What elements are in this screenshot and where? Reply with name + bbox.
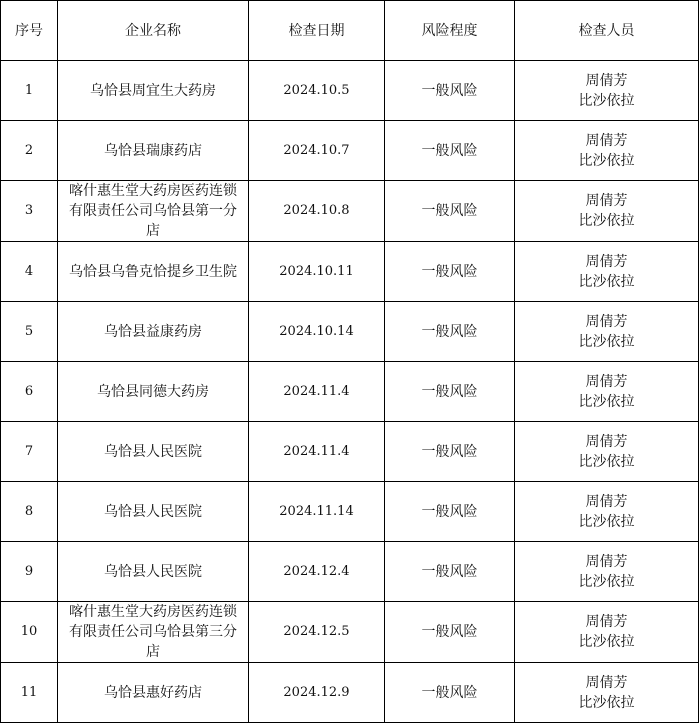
table-row [1, 422, 699, 482]
inspector-name: 周倩芳 [585, 253, 628, 270]
inspector-name: 周倩芳 [585, 674, 628, 691]
cell-serial-number: 10 [1, 602, 58, 663]
header-risk-level: 风险程度 [385, 1, 515, 61]
cell-risk-level: 一般风险 [385, 302, 515, 362]
table-row [1, 181, 699, 242]
inspector-name: 周倩芳 [585, 493, 628, 510]
cell-inspection-date: 2024.12.5 [249, 602, 385, 663]
cell-risk-level: 一般风险 [385, 242, 515, 302]
cell-inspection-date: 2024.12.9 [249, 663, 385, 723]
inspector-name: 比沙依拉 [578, 213, 635, 229]
cell-serial-number: 1 [1, 61, 58, 121]
cell-inspectors [515, 242, 699, 302]
inspector-name: 比沙依拉 [578, 634, 635, 650]
cell-risk-level: 一般风险 [385, 422, 515, 482]
inspector-name: 比沙依拉 [578, 453, 635, 470]
cell-serial-number: 4 [1, 242, 58, 302]
cell-inspectors [515, 362, 699, 422]
cell-risk-level: 一般风险 [385, 181, 515, 242]
inspector-name: 周倩芳 [585, 313, 628, 330]
cell-serial-number: 8 [1, 482, 58, 542]
inspector-name: 周倩芳 [585, 373, 628, 390]
header-inspectors: 检查人员 [515, 1, 699, 61]
table-row [1, 302, 699, 362]
inspector-name: 比沙依拉 [578, 573, 635, 590]
table-row [1, 602, 699, 663]
table-row [1, 61, 699, 121]
cell-inspectors [515, 181, 699, 242]
table-row [1, 242, 699, 302]
cell-inspection-date: 2024.10.8 [249, 181, 385, 242]
cell-enterprise-name: 乌恰县同德大药房 [58, 362, 249, 422]
cell-inspection-date: 2024.11.4 [249, 422, 385, 482]
cell-enterprise-name: 乌恰县周宜生大药房 [58, 61, 249, 121]
header-enterprise-name: 企业名称 [58, 1, 249, 61]
cell-inspection-date: 2024.10.5 [249, 61, 385, 121]
cell-inspectors [515, 663, 699, 723]
inspector-name: 周倩芳 [585, 193, 628, 209]
table-row [1, 542, 699, 602]
cell-inspection-date: 2024.10.11 [249, 242, 385, 302]
inspector-name: 周倩芳 [585, 132, 628, 149]
inspector-name: 比沙依拉 [578, 92, 635, 109]
cell-enterprise-name: 喀什惠生堂大药房医药连锁有限责任公司乌恰县第三分店 [58, 602, 249, 663]
table-row [1, 663, 699, 723]
inspector-name: 周倩芳 [585, 553, 628, 570]
cell-risk-level: 一般风险 [385, 61, 515, 121]
cell-inspection-date: 2024.10.14 [249, 302, 385, 362]
table-row [1, 482, 699, 542]
cell-enterprise-name: 喀什惠生堂大药房医药连锁有限责任公司乌恰县第一分店 [58, 181, 249, 242]
cell-inspectors [515, 422, 699, 482]
cell-enterprise-name: 乌恰县乌鲁克恰提乡卫生院 [58, 242, 249, 302]
cell-inspection-date: 2024.11.4 [249, 362, 385, 422]
cell-enterprise-name: 乌恰县瑞康药店 [58, 121, 249, 181]
inspector-name: 比沙依拉 [578, 393, 635, 410]
inspector-name: 比沙依拉 [578, 333, 635, 350]
inspector-name: 周倩芳 [585, 433, 628, 450]
cell-enterprise-name: 乌恰县人民医院 [58, 482, 249, 542]
table-row [1, 121, 699, 181]
header-inspection-date: 检查日期 [249, 1, 385, 61]
inspector-name: 比沙依拉 [578, 152, 635, 169]
cell-inspectors [515, 61, 699, 121]
inspector-name: 比沙依拉 [578, 694, 635, 711]
inspector-name: 周倩芳 [585, 614, 628, 630]
cell-risk-level: 一般风险 [385, 602, 515, 663]
cell-inspectors [515, 121, 699, 181]
cell-serial-number: 2 [1, 121, 58, 181]
cell-serial-number: 7 [1, 422, 58, 482]
cell-enterprise-name: 乌恰县益康药房 [58, 302, 249, 362]
cell-inspectors [515, 602, 699, 663]
cell-inspection-date: 2024.10.7 [249, 121, 385, 181]
cell-risk-level: 一般风险 [385, 121, 515, 181]
cell-inspectors [515, 302, 699, 362]
table-row [1, 362, 699, 422]
cell-inspection-date: 2024.11.14 [249, 482, 385, 542]
cell-serial-number: 11 [1, 663, 58, 723]
cell-inspectors [515, 482, 699, 542]
cell-enterprise-name: 乌恰县人民医院 [58, 422, 249, 482]
cell-enterprise-name: 乌恰县惠好药店 [58, 663, 249, 723]
cell-risk-level: 一般风险 [385, 542, 515, 602]
inspector-name: 比沙依拉 [578, 273, 635, 290]
cell-risk-level: 一般风险 [385, 362, 515, 422]
cell-serial-number: 6 [1, 362, 58, 422]
cell-risk-level: 一般风险 [385, 482, 515, 542]
inspector-name: 比沙依拉 [578, 513, 635, 530]
cell-serial-number: 9 [1, 542, 58, 602]
header-serial-number: 序号 [1, 1, 58, 61]
cell-enterprise-name: 乌恰县人民医院 [58, 542, 249, 602]
cell-risk-level: 一般风险 [385, 663, 515, 723]
cell-serial-number: 3 [1, 181, 58, 242]
cell-serial-number: 5 [1, 302, 58, 362]
table-header-row [1, 1, 699, 61]
cell-inspection-date: 2024.12.4 [249, 542, 385, 602]
cell-inspectors [515, 542, 699, 602]
inspector-name: 周倩芳 [585, 72, 628, 89]
